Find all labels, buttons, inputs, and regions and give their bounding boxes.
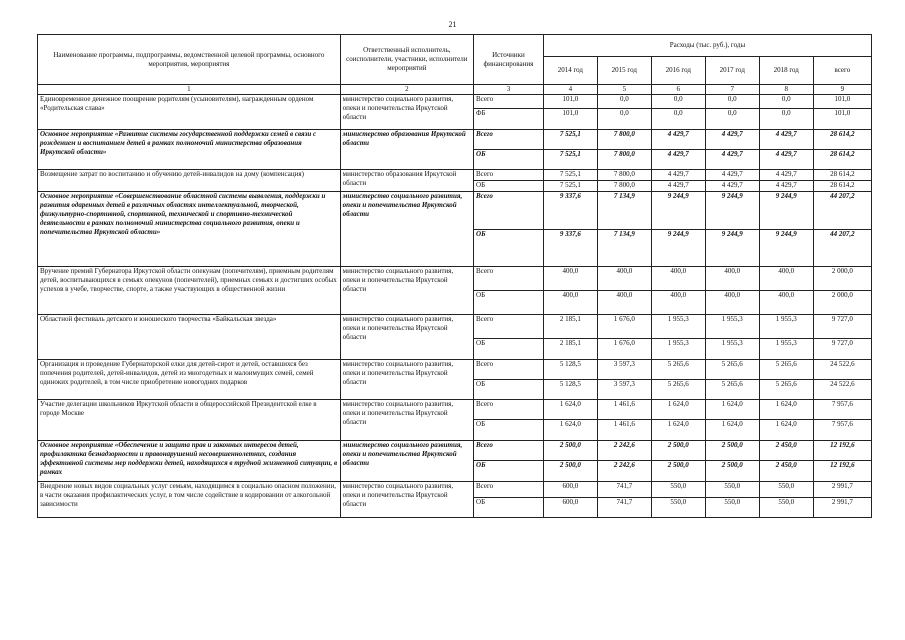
column-index: 1 <box>38 85 341 95</box>
year-value-cell: 1 955,3 <box>759 339 813 360</box>
year-value-cell: 400,0 <box>651 291 705 315</box>
year-value-cell: 1 461,6 <box>597 400 651 420</box>
funding-source-cell: ОБ <box>474 420 544 441</box>
year-value-cell: 9 337,6 <box>543 230 597 267</box>
year-value-cell: 400,0 <box>759 267 813 291</box>
year-value-cell: 0,0 <box>651 95 705 109</box>
header-executor: Ответственный исполнитель, соисполнители, участники, исполнители мероприятий <box>340 35 473 85</box>
funding-source-cell: Всего <box>474 315 544 339</box>
year-value-cell: 0,0 <box>705 109 759 130</box>
column-index: 4 <box>543 85 597 95</box>
year-value-cell: 600,0 <box>543 498 597 518</box>
executor-cell: министерство социального развития, опеки и попечительства Иркутской области <box>340 192 473 267</box>
header-expenses: Расходы (тыс. руб.), годы <box>543 35 871 57</box>
total-value-cell: 9 727,0 <box>813 339 871 360</box>
year-value-cell: 9 337,6 <box>543 192 597 230</box>
header-year: 2016 год <box>651 57 705 85</box>
program-name-cell: Вручение премий Губернатора Иркутской области опекунам (попечителям), приемным родителям детей, воспитывающихся в семьях опекунов (попечителей), приемных семьях и достигших особых успехов в учебе, творчестве, спорте, а также участвующих в общественной жизни <box>38 267 341 315</box>
year-value-cell: 1 676,0 <box>597 339 651 360</box>
total-value-cell: 2 000,0 <box>813 267 871 291</box>
executor-cell: министерство социального развития, опеки и попечительства Иркутской области <box>340 315 473 360</box>
total-value-cell: 24 522,6 <box>813 360 871 380</box>
year-value-cell: 1 955,3 <box>651 315 705 339</box>
year-value-cell: 400,0 <box>543 267 597 291</box>
year-value-cell: 5 265,6 <box>705 360 759 380</box>
table-row <box>38 441 872 461</box>
funding-source-cell: ОБ <box>474 498 544 518</box>
column-index: 5 <box>597 85 651 95</box>
year-value-cell: 400,0 <box>543 291 597 315</box>
total-value-cell: 28 614,2 <box>813 130 871 150</box>
year-value-cell: 2 242,6 <box>597 461 651 482</box>
funding-source-cell: Всего <box>474 400 544 420</box>
header-year: 2018 год <box>759 57 813 85</box>
table-row <box>38 400 872 420</box>
year-value-cell: 9 244,9 <box>705 192 759 230</box>
year-value-cell: 1 624,0 <box>651 420 705 441</box>
program-name-cell: Внедрение новых видов социальных услуг семьям, находящимся в социально опасном положении, в части оказания профилактических услуг, в том числе содействие в кодировании от алкогольной зависимости <box>38 482 341 518</box>
funding-source-cell: Всего <box>474 95 544 109</box>
year-value-cell: 2 500,0 <box>651 461 705 482</box>
year-value-cell: 4 429,7 <box>705 181 759 192</box>
program-name-cell: Единовременное денежное поощрение родителям (усыновителям), награжденным орденом «Родительская слава» <box>38 95 341 130</box>
funding-source-cell: Всего <box>474 360 544 380</box>
executor-cell: министерство образования Иркутской области <box>340 170 473 192</box>
executor-cell: министерство социального развития, опеки и попечительства Иркутской области <box>340 95 473 130</box>
column-index: 2 <box>340 85 473 95</box>
funding-source-cell: ОБ <box>474 150 544 170</box>
program-name-cell: Основное мероприятие «Развитие системы государственной поддержки семей в связи с рождением и воспитанием детей в рамках полномочий министерства образования Иркутской области» <box>38 130 341 170</box>
funding-source-cell: ОБ <box>474 461 544 482</box>
executor-cell: министерство социального развития, опеки и попечительства Иркутской области <box>340 441 473 482</box>
year-value-cell: 5 128,5 <box>543 360 597 380</box>
year-value-cell: 2 500,0 <box>705 441 759 461</box>
year-value-cell: 0,0 <box>597 95 651 109</box>
table-row <box>38 192 872 230</box>
budget-table <box>37 34 872 518</box>
year-value-cell: 9 244,9 <box>651 230 705 267</box>
year-value-cell: 101,0 <box>543 109 597 130</box>
year-value-cell: 0,0 <box>651 109 705 130</box>
year-value-cell: 550,0 <box>759 498 813 518</box>
column-index: 6 <box>651 85 705 95</box>
total-value-cell: 44 207,2 <box>813 192 871 230</box>
table-body <box>38 95 872 518</box>
year-value-cell: 5 265,6 <box>759 380 813 400</box>
year-value-cell: 1 955,3 <box>705 315 759 339</box>
year-value-cell: 7 134,9 <box>597 192 651 230</box>
year-value-cell: 550,0 <box>759 482 813 498</box>
header-year: 2014 год <box>543 57 597 85</box>
year-value-cell: 1 955,3 <box>651 339 705 360</box>
column-index: 9 <box>813 85 871 95</box>
year-value-cell: 0,0 <box>759 109 813 130</box>
header-funding-source: Источники финансирования <box>474 35 544 85</box>
year-value-cell: 400,0 <box>705 291 759 315</box>
total-value-cell: 7 957,6 <box>813 400 871 420</box>
year-value-cell: 4 429,7 <box>759 181 813 192</box>
year-value-cell: 7 525,1 <box>543 170 597 181</box>
year-value-cell: 400,0 <box>759 291 813 315</box>
year-value-cell: 5 265,6 <box>651 380 705 400</box>
funding-source-cell: Всего <box>474 482 544 498</box>
year-value-cell: 1 624,0 <box>651 400 705 420</box>
year-value-cell: 1 624,0 <box>705 420 759 441</box>
year-value-cell: 741,7 <box>597 482 651 498</box>
header-total: всего <box>813 57 871 85</box>
year-value-cell: 2 450,0 <box>759 441 813 461</box>
year-value-cell: 5 128,5 <box>543 380 597 400</box>
year-value-cell: 3 597,3 <box>597 380 651 400</box>
year-value-cell: 7 800,0 <box>597 150 651 170</box>
page-number: 21 <box>448 20 457 29</box>
year-value-cell: 1 461,6 <box>597 420 651 441</box>
year-value-cell: 101,0 <box>543 95 597 109</box>
year-value-cell: 2 500,0 <box>543 461 597 482</box>
year-value-cell: 0,0 <box>705 95 759 109</box>
funding-source-cell: ОБ <box>474 230 544 267</box>
year-value-cell: 4 429,7 <box>705 150 759 170</box>
year-value-cell: 7 525,1 <box>543 150 597 170</box>
year-value-cell: 7 525,1 <box>543 130 597 150</box>
year-value-cell: 1 624,0 <box>759 420 813 441</box>
total-value-cell: 12 192,6 <box>813 461 871 482</box>
year-value-cell: 2 185,1 <box>543 339 597 360</box>
year-value-cell: 7 525,1 <box>543 181 597 192</box>
year-value-cell: 4 429,7 <box>759 170 813 181</box>
year-value-cell: 1 676,0 <box>597 315 651 339</box>
total-value-cell: 44 207,2 <box>813 230 871 267</box>
year-value-cell: 400,0 <box>597 267 651 291</box>
year-value-cell: 9 244,9 <box>705 230 759 267</box>
total-value-cell: 2 991,7 <box>813 498 871 518</box>
year-value-cell: 2 242,6 <box>597 441 651 461</box>
year-value-cell: 400,0 <box>597 291 651 315</box>
program-name-cell: Возмещение затрат по воспитанию и обучению детей-инвалидов на дому (компенсация) <box>38 170 341 192</box>
total-value-cell: 28 614,2 <box>813 170 871 181</box>
year-value-cell: 9 244,9 <box>759 192 813 230</box>
total-value-cell: 2 991,7 <box>813 482 871 498</box>
funding-source-cell: Всего <box>474 130 544 150</box>
year-value-cell: 2 450,0 <box>759 461 813 482</box>
year-value-cell: 1 624,0 <box>705 400 759 420</box>
funding-source-cell: Всего <box>474 170 544 181</box>
funding-source-cell: ФБ <box>474 109 544 130</box>
year-value-cell: 7 800,0 <box>597 130 651 150</box>
table-row <box>38 267 872 291</box>
year-value-cell: 550,0 <box>705 498 759 518</box>
total-value-cell: 7 957,6 <box>813 420 871 441</box>
table-row <box>38 95 872 109</box>
year-value-cell: 2 500,0 <box>543 441 597 461</box>
year-value-cell: 2 500,0 <box>705 461 759 482</box>
total-value-cell: 28 614,2 <box>813 150 871 170</box>
year-value-cell: 2 185,1 <box>543 315 597 339</box>
table-row <box>38 130 872 150</box>
funding-source-cell: ОБ <box>474 291 544 315</box>
program-name-cell: Основное мероприятие «Обеспечение и защита прав и законных интересов детей, профилактика безнадзорности и правонарушений несовершеннолетних, создания эффективной системы мер поддержки детей, находящихся в трудной жизненной ситуации, в рамках <box>38 441 341 482</box>
year-value-cell: 1 955,3 <box>705 339 759 360</box>
table-row <box>38 170 872 181</box>
year-value-cell: 4 429,7 <box>759 130 813 150</box>
total-value-cell: 2 000,0 <box>813 291 871 315</box>
header-program-name: Наименование программы, подпрограммы, ведомственной целевой программы, основного мероприятия, мероприятия <box>38 35 341 85</box>
year-value-cell: 5 265,6 <box>705 380 759 400</box>
funding-source-cell: Всего <box>474 441 544 461</box>
funding-source-cell: ОБ <box>474 181 544 192</box>
funding-source-cell: Всего <box>474 192 544 230</box>
program-name-cell: Участие делегации школьников Иркутской области в общероссийской Президентской елке в городе Москве <box>38 400 341 441</box>
year-value-cell: 9 244,9 <box>651 192 705 230</box>
total-value-cell: 101,0 <box>813 109 871 130</box>
executor-cell: министерство социального развития, опеки и попечительства Иркутской области <box>340 267 473 315</box>
year-value-cell: 1 624,0 <box>759 400 813 420</box>
column-index: 7 <box>705 85 759 95</box>
table-row <box>38 482 872 498</box>
year-value-cell: 1 624,0 <box>543 400 597 420</box>
program-name-cell: Областной фестиваль детского и юношеского творчества «Байкальская звезда» <box>38 315 341 360</box>
column-index: 8 <box>759 85 813 95</box>
table-row <box>38 360 872 380</box>
executor-cell: министерство социального развития, опеки и попечительства Иркутской области <box>340 400 473 441</box>
year-value-cell: 550,0 <box>651 482 705 498</box>
executor-cell: министерство социального развития, опеки и попечительства Иркутской области <box>340 482 473 518</box>
year-value-cell: 7 800,0 <box>597 181 651 192</box>
year-value-cell: 400,0 <box>705 267 759 291</box>
total-value-cell: 12 192,6 <box>813 441 871 461</box>
year-value-cell: 0,0 <box>759 95 813 109</box>
year-value-cell: 400,0 <box>651 267 705 291</box>
funding-source-cell: ОБ <box>474 380 544 400</box>
program-name-cell: Организация и проведение Губернаторской елки для детей-сирот и детей, оставшихся без попечения родителей, детей-инвалидов, детей из многодетных и малоимущих семей, семей одиноких родителей, в том числе приобретение новогодних подарков <box>38 360 341 400</box>
year-value-cell: 4 429,7 <box>759 150 813 170</box>
year-value-cell: 5 265,6 <box>759 360 813 380</box>
year-value-cell: 1 955,3 <box>759 315 813 339</box>
total-value-cell: 9 727,0 <box>813 315 871 339</box>
year-value-cell: 741,7 <box>597 498 651 518</box>
year-value-cell: 7 134,9 <box>597 230 651 267</box>
header-year: 2017 год <box>705 57 759 85</box>
header-year: 2015 год <box>597 57 651 85</box>
year-value-cell: 5 265,6 <box>651 360 705 380</box>
year-value-cell: 4 429,7 <box>651 181 705 192</box>
executor-cell: министерство социального развития, опеки и попечительства Иркутской области <box>340 360 473 400</box>
total-value-cell: 28 614,2 <box>813 181 871 192</box>
table-row <box>38 315 872 339</box>
year-value-cell: 600,0 <box>543 482 597 498</box>
year-value-cell: 4 429,7 <box>651 150 705 170</box>
year-value-cell: 2 500,0 <box>651 441 705 461</box>
year-value-cell: 4 429,7 <box>651 130 705 150</box>
column-index-row <box>38 85 872 95</box>
total-value-cell: 101,0 <box>813 95 871 109</box>
year-value-cell: 550,0 <box>651 498 705 518</box>
program-name-cell: Основное мероприятие «Совершенствование областной системы выявления, поддержки и развития одаренных детей в различных областях интеллектуальной, творческой, физкультурно-спортивной, спортивной, технической и спортивно-технической деятельности в рамках полномочий министерства социального развития, опеки и попечительства Иркутской области» <box>38 192 341 267</box>
funding-source-cell: ОБ <box>474 339 544 360</box>
year-value-cell: 9 244,9 <box>759 230 813 267</box>
year-value-cell: 4 429,7 <box>651 170 705 181</box>
executor-cell: министерство образования Иркутской области <box>340 130 473 170</box>
year-value-cell: 1 624,0 <box>543 420 597 441</box>
year-value-cell: 550,0 <box>705 482 759 498</box>
year-value-cell: 3 597,3 <box>597 360 651 380</box>
column-index: 3 <box>474 85 544 95</box>
year-value-cell: 0,0 <box>597 109 651 130</box>
funding-source-cell: Всего <box>474 267 544 291</box>
year-value-cell: 7 800,0 <box>597 170 651 181</box>
total-value-cell: 24 522,6 <box>813 380 871 400</box>
year-value-cell: 4 429,7 <box>705 130 759 150</box>
year-value-cell: 4 429,7 <box>705 170 759 181</box>
